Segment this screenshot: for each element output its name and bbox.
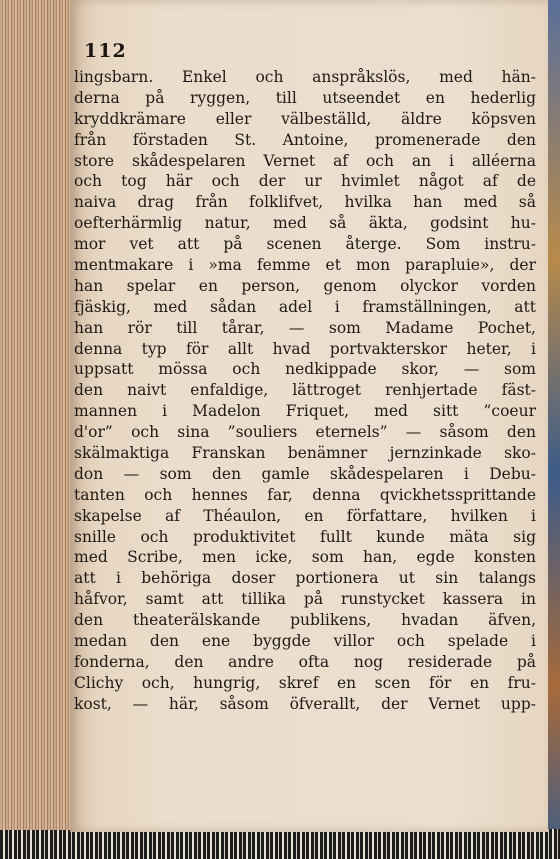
text-line: Clichy och, hungrig, skref en scen för en fru-	[74, 673, 536, 692]
text-line: den theaterälskande publikens, hvadan äfven,	[74, 611, 536, 630]
text-line: d'or” och sina ”souliers eternels” — såsom den	[74, 423, 536, 442]
text-line: kost, — här, såsom öfverallt, der Vernet upp-	[74, 694, 536, 713]
text-line: denna typ för allt hvad portvakterskor heter, i	[74, 339, 536, 358]
text-line: med Scribe, men icke, som han, egde konsten	[74, 548, 536, 567]
text-line: från förstaden St. Antoine, promenerade den	[74, 130, 536, 149]
text-line: mannen i Madelon Friquet, med sitt ”coeur	[74, 402, 536, 421]
body-text	[74, 67, 536, 715]
text-line: han rör till tårar, — som Madame Pochet,	[74, 318, 536, 337]
text-line: kryddkrämare eller välbeställd, äldre köpsven	[74, 109, 536, 128]
text-line: medan den ene byggde villor och spelade i	[74, 632, 536, 651]
text-line: lingsbarn. Enkel och anspråkslös, med hän-	[74, 68, 536, 86]
text-line: han spelar en person, genom olyckor vorden	[74, 276, 536, 295]
text-line: mor vet att på scenen återge. Som instru-	[74, 235, 536, 254]
text-line: skapelse af Théaulon, en författare, hvilken i	[74, 506, 536, 525]
text-line: mentmakare i »ma femme et mon parapluie», der	[74, 256, 536, 275]
backdrop	[546, 0, 560, 859]
text-line: snille och produktivitet fullt kunde mäta sig	[74, 527, 536, 546]
text-line: store skådespelaren Vernet af och an i alléerna	[74, 151, 536, 170]
text-line: håfvor, samt att tillika på runstycket kassera in	[74, 590, 536, 609]
text-line: tanten och hennes far, denna qvickhetssprittande	[74, 485, 536, 504]
text-line: fonderna, den andre ofta nog residerade på	[74, 652, 536, 671]
text-line: och tog här och der ur hvimlet något af de	[74, 172, 536, 191]
text-line: skälmaktiga Franskan benämner jernzinkade sko-	[74, 444, 536, 463]
text-line: don — som den gamle skådespelaren i Debu-	[74, 464, 536, 483]
text-line: fjäskig, med sådan adel i framställningen, att	[74, 297, 536, 316]
text-line: att i behöriga doser portionera ut sin talangs	[74, 569, 536, 588]
text-line: uppsatt mössa och nedkippade skor, — som	[74, 360, 536, 379]
text-line: derna på ryggen, till utseendet en hederlig	[74, 88, 536, 107]
text-line: den naivt enfaldige, lättroget renhjertade fäst-	[74, 381, 536, 400]
page-edges	[0, 0, 74, 830]
page-number: 112	[84, 40, 127, 62]
text-line: oefterhärmlig natur, med så äkta, godsint hu-	[74, 214, 536, 233]
text-line: naiva drag från folklifvet, hvilka han med så	[74, 193, 536, 212]
table-surface	[0, 829, 560, 859]
